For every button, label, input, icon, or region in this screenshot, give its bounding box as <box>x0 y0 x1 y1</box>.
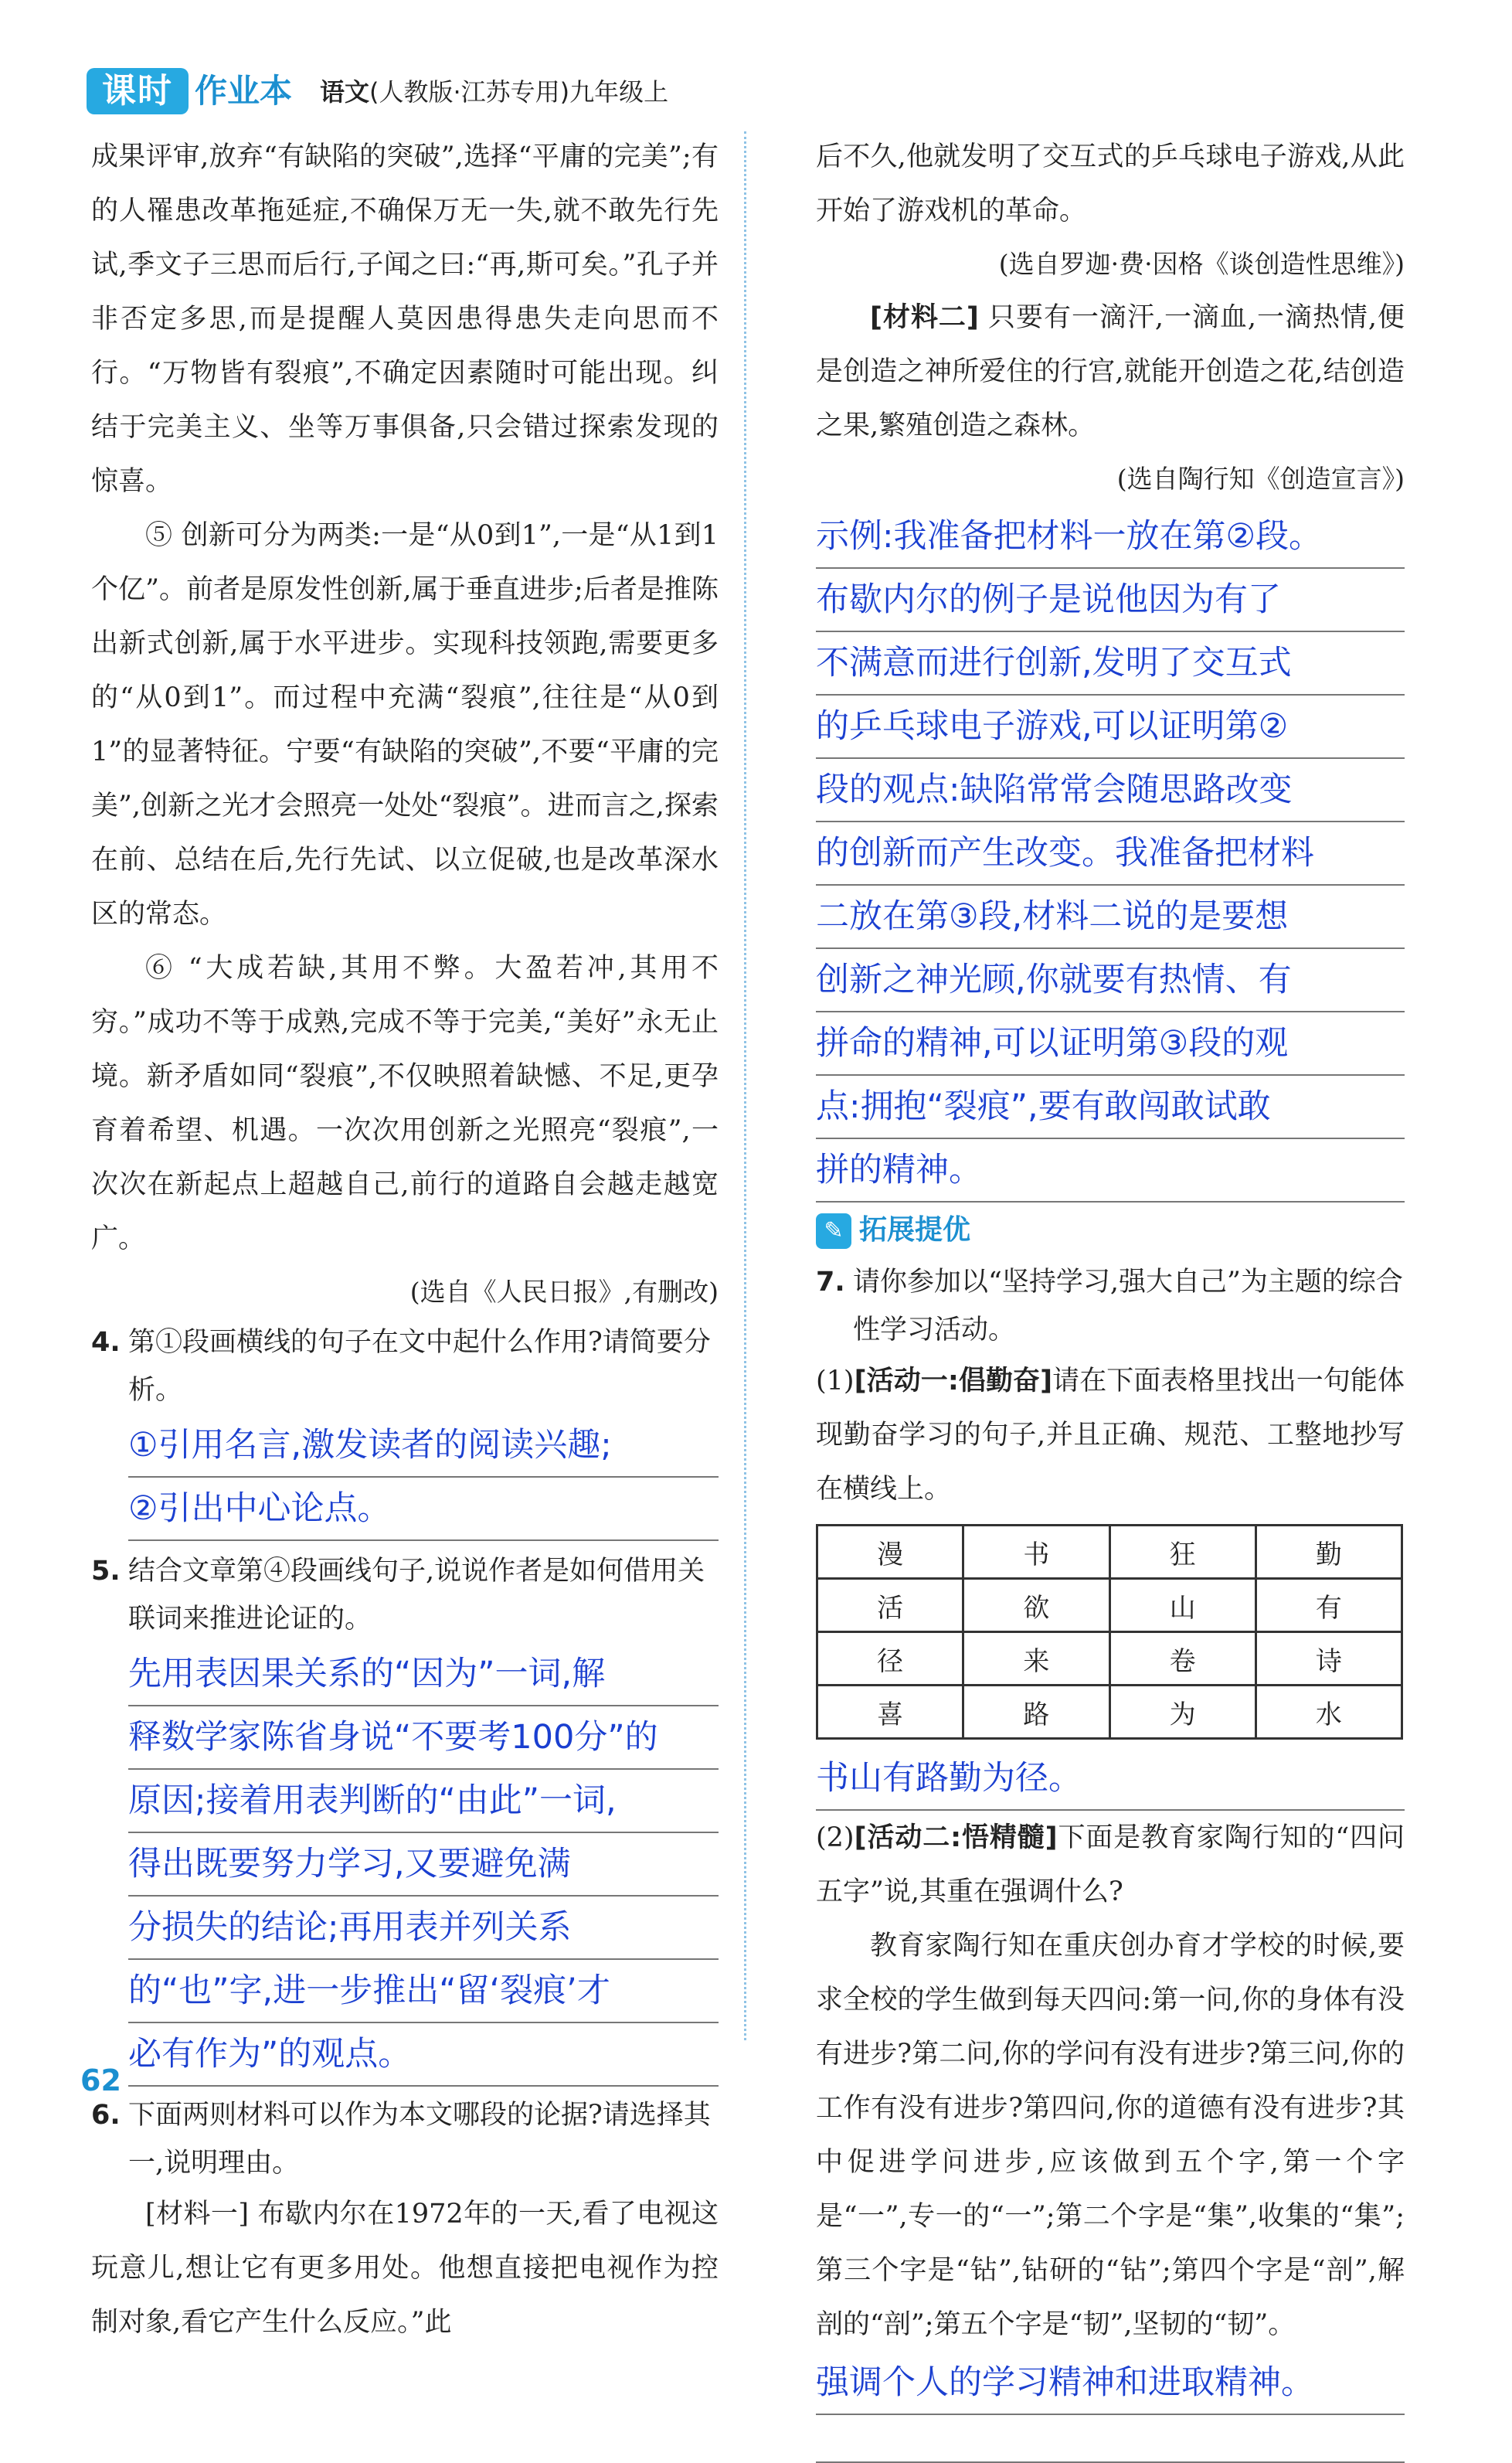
answer-line[interactable]: 不满意而进行创新,发明了交互式 <box>816 632 1405 696</box>
grid-cell: 欲 <box>963 1579 1109 1632</box>
activity-number: (1) <box>816 1366 855 1396</box>
column-divider <box>744 131 746 2040</box>
answer-line[interactable]: 示例:我准备把材料一放在第②段。 <box>816 505 1405 569</box>
brand-logo: 课时 <box>87 68 189 114</box>
material-1: [材料一] 布歇内尔在1972年的一天,看了电视这玩意儿,想让它有更多用处。他想直接把电视作为控制对象,看它产生什么反应。”此 <box>91 2199 719 2338</box>
grid-cell: 有 <box>1255 1579 1402 1632</box>
activity-2-passage: 教育家陶行知在重庆创办育才学校的时候,要求全校的学生做到每天四问:第一问,你的身体有没有进步?第二问,你的学问有没有进步?第三问,你的工作有没有进步?第四问,你的道德有没有进步?其中促进学问进步,应该做到五个字,第一个字是“一”,专一的“一”;第二个字是“集”,收集的“集”;第三个字是“钻”,钻研的“钻”;第四个字是“剖”,解剖的“剖”;第五个字是“韧”,坚韧的“韧”。 <box>816 1931 1405 2340</box>
question-text: 请你参加以“坚持学习,强大自己”为主题的综合性学习活动。 <box>853 1267 1403 1345</box>
answer-line[interactable]: 必有作为”的观点。 <box>128 2023 719 2087</box>
material-2-label: [材料二] <box>870 302 979 333</box>
answer-line[interactable]: 布歇内尔的例子是说他因为有了 <box>816 569 1405 632</box>
paragraph-6: ⑥ “大成若缺,其用不弊。大盈若冲,其用不穷。”成功不等于成熟,完成不等于完美,“美好”永无止境。新矛盾如同“裂痕”,不仅映照着缺憾、不足,更孕育着希望、机遇。一次次用创新之光照亮“裂痕”,一次次在新起点上超越自己,前行的道路自会越走越宽广。 <box>91 953 719 1254</box>
answer-line[interactable]: 先用表因果关系的“因为”一词,解 <box>128 1643 719 1706</box>
grid-cell: 来 <box>963 1632 1109 1686</box>
question-number: 6. <box>91 2100 121 2131</box>
pencil-icon: ✎ <box>816 1213 851 1249</box>
answer-line[interactable]: ①引用名言,激发读者的阅读兴趣; <box>128 1414 719 1478</box>
grid-cell: 勤 <box>1255 1526 1402 1579</box>
grid-cell: 狂 <box>1109 1526 1255 1579</box>
answer-line[interactable]: 强调个人的学习精神和进取精神。 <box>816 2352 1405 2415</box>
question-text: 第①段画横线的句子在文中起什么作用?请简要分析。 <box>128 1327 711 1406</box>
question-number: 4. <box>91 1327 121 1358</box>
activity-2 <box>816 1811 1405 1919</box>
activity-2-label: [活动二:悟精髓] <box>854 1822 1058 1853</box>
paragraph-5: ⑤ 创新可分为两类:一是“从0到1”,一是“从1到1个亿”。前者是原发性创新,属于垂直进步;后者是推陈出新式创新,属于水平进步。实现科技领跑,需要更多的“从0到1”。而过程中充满“裂痕”,往往是“从0到1”的显著特征。宁要“有缺陷的突破”,不要“平庸的完美”,创新之光才会照亮一处处“裂痕”。进而言之,探索在前、总结在后,先行先试、以立促破,也是改革深水区的常态。 <box>91 520 719 930</box>
answer-line[interactable]: 的乒乓球电子游戏,可以证明第② <box>816 696 1405 759</box>
activity-number: (2) <box>816 1822 855 1853</box>
material-1-continued: 后不久,他就发明了交互式的乒乓球电子游戏,从此开始了游戏机的革命。 <box>816 141 1405 226</box>
grid-cell: 书 <box>963 1526 1109 1579</box>
grid-cell: 诗 <box>1255 1632 1402 1686</box>
left-column <box>91 130 719 2349</box>
answer-line[interactable]: 创新之神光顾,你就要有热情、有 <box>816 949 1405 1012</box>
grid-cell: 水 <box>1255 1686 1402 1739</box>
grid-row <box>817 1686 1402 1739</box>
grid-cell: 路 <box>963 1686 1109 1739</box>
right-column <box>816 130 1405 2463</box>
grid-cell: 卷 <box>1109 1632 1255 1686</box>
grid-row <box>817 1579 1402 1632</box>
answer-line[interactable]: 拼的精神。 <box>816 1139 1405 1203</box>
paragraph-continued: 成果评审,放弃“有缺陷的突破”,选择“平庸的完美”;有的人罹患改革拖延症,不确保万无一失,就不敢先行先试,季文子三思而后行,子闻之曰:“再,斯可矣。”孔子并非否定多思,而是提醒人莫因患得患失走向思而不行。“万物皆有裂痕”,不确定因素随时可能出现。纠结于完美主义、坐等万事俱备,只会错过探索发现的惊喜。 <box>91 141 719 497</box>
activity-2-text: 下面是教育家陶行知的“四问五字”说,其重在强调什么? <box>816 1822 1405 1907</box>
answer-line[interactable]: 拼命的精神,可以证明第③段的观 <box>816 1012 1405 1076</box>
question-text: 下面两则材料可以作为本文哪段的论据?请选择其一,说明理由。 <box>128 2100 711 2179</box>
article-source: (选自《人民日报》,有删改) <box>409 1277 719 1307</box>
answer-line[interactable]: ②引出中心论点。 <box>128 1478 719 1541</box>
activity-1 <box>816 1354 1405 1516</box>
subject-line <box>320 73 668 111</box>
answer-line[interactable]: 点:拥抱“裂痕”,要有敢闯敢试敢 <box>816 1076 1405 1139</box>
grid-row <box>817 1632 1402 1686</box>
question-4 <box>91 1318 719 1414</box>
question-5 <box>91 1547 719 1643</box>
material-1-source: (选自罗迦·费·因格《谈创造性思维》) <box>998 249 1405 279</box>
activity-1-label: [活动一:倡勤奋] <box>854 1366 1053 1396</box>
question-number: 7. <box>816 1267 845 1298</box>
answer-line[interactable]: 的创新而产生改变。我准备把材料 <box>816 822 1405 886</box>
section-extend <box>816 1207 1405 1254</box>
subject-name: 语文 <box>320 77 370 107</box>
blank-answer-line[interactable] <box>816 2415 1405 2463</box>
activity-1-text: 请在下面表格里找出一句能体现勤奋学习的句子,并且正确、规范、工整地抄写在横线上。 <box>816 1366 1405 1505</box>
answer-line[interactable]: 原因;接着用表判断的“由此”一词, <box>128 1770 719 1833</box>
grid-cell: 山 <box>1109 1579 1255 1632</box>
page-number: 62 <box>80 2063 121 2097</box>
question-6 <box>91 2091 719 2187</box>
grid-cell: 径 <box>817 1632 963 1686</box>
answer-line[interactable]: 释数学家陈省身说“不要考100分”的 <box>128 1706 719 1770</box>
grid-cell: 为 <box>1109 1686 1255 1739</box>
grid-cell: 活 <box>817 1579 963 1632</box>
answer-line[interactable]: 的“也”字,进一步推出“留‘裂痕’才 <box>128 1960 719 2023</box>
brand-title: 作业本 <box>195 72 293 110</box>
grid-cell: 喜 <box>817 1686 963 1739</box>
answer-line[interactable]: 书山有路勤为径。 <box>816 1747 1405 1811</box>
answer-line[interactable]: 得出既要努力学习,又要避免满 <box>128 1833 719 1897</box>
character-grid <box>816 1524 1403 1740</box>
material-2-text: 只要有一滴汗,一滴血,一滴热情,便是创造之神所爱住的行宫,就能开创造之花,结创造之果,繁殖创造之森林。 <box>816 302 1405 441</box>
material-2-source: (选自陶行知《创造宣言》) <box>1116 464 1405 494</box>
question-text: 结合文章第④段画线句子,说说作者是如何借用关联词来推进论证的。 <box>128 1556 705 1635</box>
answer-line[interactable]: 二放在第③段,材料二说的是要想 <box>816 886 1405 949</box>
grid-cell: 漫 <box>817 1526 963 1579</box>
grid-row <box>817 1526 1402 1579</box>
material-2 <box>816 291 1405 453</box>
section-extend-title: 拓展提优 <box>859 1214 971 1246</box>
edition-info: (人教版·江苏专用)九年级上 <box>369 77 669 107</box>
answer-line[interactable]: 分损失的结论;再用表并列关系 <box>128 1897 719 1960</box>
question-7 <box>816 1258 1405 1354</box>
answer-line[interactable]: 段的观点:缺陷常常会随思路改变 <box>816 759 1405 822</box>
question-number: 5. <box>91 1556 121 1587</box>
